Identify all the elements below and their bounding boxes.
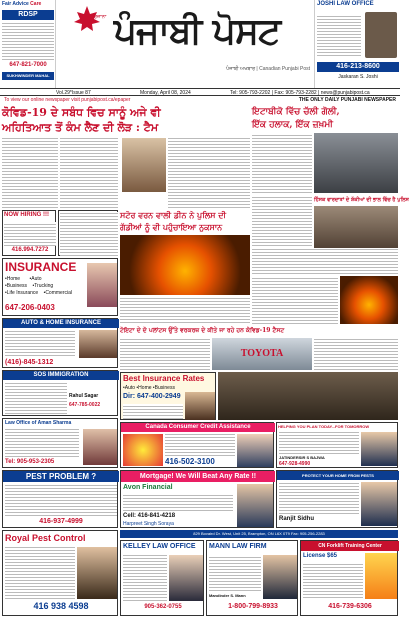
main-story-column-1: [2, 138, 58, 208]
best-rates-details: [123, 404, 183, 419]
mann-phone: 1-800-799-8933: [228, 603, 278, 610]
fire-story-text: [120, 297, 250, 323]
consumer-credit-badge: [123, 434, 163, 466]
cn-title: CN Forklift Training Center: [301, 541, 399, 551]
sos-name: Rahul Sagar: [69, 393, 99, 399]
helping-name: JATINDERSIR S BAJWA: [279, 455, 325, 460]
right-story-column: [252, 133, 312, 193]
cn-forklift-ad[interactable]: [300, 540, 398, 616]
toyota-side-text: [314, 338, 398, 370]
joshi-phone: 416-213-8600: [317, 62, 399, 72]
fire-photo: [120, 235, 250, 295]
now-hiring-details: [4, 222, 56, 246]
helping-title: HELPING YOU PLAN TODAY...FOR TOMORROW: [278, 424, 370, 429]
address-strip: 829 Bovaird Dr. West, Unit 25, Brampton, ON L6X 0T9 Fax: 905-256-2283: [120, 530, 398, 538]
consumer-credit-phone: 416-502-3100: [165, 457, 215, 466]
protect-title: PROTECT YOUR HOME FROM PESTS: [277, 471, 399, 480]
best-rates-phone: Dir: 647-400-2949: [123, 393, 181, 400]
insurance-item: •Life Insurance: [5, 290, 39, 296]
auto-home-title: AUTO & HOME INSURANCE: [3, 319, 119, 328]
protect-details: [279, 482, 359, 514]
helping-phone: 647-928-4990: [279, 461, 311, 467]
insurance-items-row3: [5, 290, 85, 296]
fair-advice-phone: 647-821-7000: [9, 62, 47, 68]
protect-home-ad[interactable]: [276, 470, 398, 528]
insurance-items-row2: [5, 283, 85, 289]
right-ad-joshi-law[interactable]: [314, 0, 400, 88]
insurance-item: •Business: [5, 283, 28, 289]
hiring-side-text: [60, 212, 118, 256]
joshi-name: Jaskaran S. Joshi: [338, 74, 378, 80]
royal-agent-photo: [77, 547, 117, 599]
rdsp-title: RDSP: [2, 10, 54, 20]
lawyer-photo: [365, 12, 397, 58]
law-office-title: Law Office of Aman Sharma: [5, 420, 72, 426]
law-office-services: [5, 429, 79, 457]
toyota-photo: [212, 338, 312, 370]
now-hiring-ad[interactable]: [2, 210, 56, 256]
best-rates-ad[interactable]: [120, 372, 216, 420]
issue-date: Monday, April 08, 2024: [140, 90, 191, 96]
joshi-firm: JOSHI LAW OFFICE: [317, 1, 374, 7]
side-story-text: [252, 248, 398, 274]
sos-immigration-ad[interactable]: [2, 370, 118, 416]
auto-home-details: [5, 330, 75, 356]
toyota-headline[interactable]: ਟੋਇਟਾ ਦੇ ਦੋ ਪਲਾਂਟਸ ਉੱਤੇ ਵਰਕਰਜ਼ ਦੇ ਕੀਤੇ ਜਾ ਰਹੇ ਹਨ ਕੋਵਿਡ-19 ਟੈਸਟ: [120, 327, 285, 334]
insurance-title: INSURANCE: [5, 260, 77, 274]
consumer-credit-ad[interactable]: [120, 422, 274, 468]
consumer-credit-photo: [237, 434, 273, 467]
insurance-item: •Auto: [29, 276, 42, 282]
law-office-phone: Tel: 905-953-2305: [5, 459, 55, 465]
pest-phone: 416-937-4999: [39, 518, 83, 525]
right-headline-line2[interactable]: ਇੱਕ ਹਲਾਕ, ਇੱਕ ਜ਼ਖ਼ਮੀ: [252, 120, 333, 130]
kelley-law-ad[interactable]: [120, 540, 204, 616]
title-prefix: ਰੋਜ਼ਾਨਾ: [94, 14, 107, 20]
slogan-text: THE ONLY DAILY PUNJABI NEWSPAPER: [298, 97, 396, 103]
main-headline-line1[interactable]: ਕੋਵਿਡ-19 ਦੇ ਸਬੰਧ ਵਿਚ ਸਾਨੂੰ ਅਜੇ ਵੀ: [2, 106, 161, 119]
insurance-item: •Home: [5, 276, 21, 282]
financial-planning-ad[interactable]: [276, 422, 398, 468]
helping-details: [279, 432, 359, 454]
kelley-title: KELLEY LAW OFFICE: [123, 543, 196, 550]
main-headline-line2[interactable]: ਅਹਿਤਿਆਤ ਤੋਂ ਕੰਮ ਲੈਣ ਦੀ ਲੋੜ : ਟੈਮ: [2, 121, 159, 134]
fair-advice-brand2: Care: [30, 1, 42, 7]
law-office-ad[interactable]: [2, 418, 118, 468]
mann-law-firm-ad[interactable]: [206, 540, 298, 616]
best-rates-agent-photo: [185, 392, 215, 420]
toyota-brand: TOYOTA: [240, 348, 284, 359]
newspaper-subtitle: ਪੰਜਾਬੀ ਅਖਬਾਰ | Canadian Punjabi Post: [225, 66, 310, 72]
avon-logo: Avon Financial: [123, 484, 173, 491]
royal-details: [5, 547, 75, 599]
mortgage-details: [123, 495, 233, 511]
consumer-credit-details: [165, 434, 235, 456]
insurance-phone: 647-206-0403: [5, 303, 55, 312]
rdsp-details: [2, 22, 54, 60]
royal-phone: 416 938 4598: [33, 601, 89, 611]
now-hiring-title: NOW HIRING !!!: [4, 212, 49, 218]
mann-name: Mandinder S. Mann: [209, 593, 246, 598]
insurance-agent-photo: [87, 263, 117, 307]
kelley-details: [123, 555, 167, 601]
auto-home-insurance-ad[interactable]: [2, 318, 118, 368]
masthead: [0, 0, 400, 88]
cn-phone: 416-739-6306: [328, 603, 372, 610]
mann-details: [209, 555, 261, 591]
newspaper-title: ਪੰਜਾਬੀ ਪੋਸਟ: [113, 10, 281, 52]
main-story-column-2: [60, 138, 118, 208]
consumer-credit-title: Canada Consumer Credit Assistance: [121, 423, 275, 432]
sos-title: SOS IMMIGRATION: [3, 371, 119, 380]
mann-photo: [263, 555, 297, 599]
side-story-headline[interactable]: ਹਿੰਸਕ ਵਾਰਦਾਤਾਂ ਦੇ ਸ਼ੱਕੀਆਂ ਦੀ ਭਾਲ ਵਿੱਚ ਹੈ ਪੁਲਿਸ: [314, 197, 409, 203]
tam-photo: [122, 138, 166, 192]
mortgage-title: Mortgage! We Will Beat Any Rate !!: [121, 471, 275, 482]
hiring-side-ad[interactable]: [58, 210, 118, 256]
mortgage-ad[interactable]: [120, 470, 274, 528]
pest-title: PEST PROBLEM ?: [3, 471, 119, 482]
mortgage-phone: Cell: 416-841-4218: [123, 513, 176, 519]
now-hiring-phone: 416.994.7272: [11, 247, 49, 253]
mortgage-agent-name: Harpreet Singh Soraya: [123, 521, 174, 527]
slogan-bar: [0, 96, 400, 104]
best-rates-sub: •Auto •Home •Business: [123, 385, 175, 391]
side-story-photo: [314, 206, 398, 252]
insurance-item: •Trucking: [32, 283, 54, 289]
sos-phone: 647-785-0022: [69, 402, 101, 408]
insurance-ad[interactable]: [2, 258, 118, 316]
fire-side-photo: [340, 276, 398, 324]
issue-volume: Vol.29*Issue 87: [56, 90, 91, 96]
fire-headline-line2[interactable]: ਗੱਡੀਆਂ ਨੂੰ ਵੀ ਪਹੁੰਚਾਇਆ ਨੁਕਸਾਨ: [120, 222, 223, 232]
auto-home-agent-photo: [79, 330, 117, 358]
toyota-story-text: [120, 338, 210, 370]
cn-license: License $65: [303, 553, 338, 559]
insurance-item: •Commercial: [43, 290, 72, 296]
law-office-photo: [83, 429, 117, 465]
website-note: To view our online newspaper visit punjabipost.ca/epaper: [4, 97, 131, 103]
fire-headline-line1[interactable]: ਸਟੋਰ ਵਰਨ ਵਾਲੀ ਡੀਨ ਨੇ ਪੁਲਿਸ ਦੀ: [120, 210, 226, 220]
fair-advice-agent: SUKHWINDER MAHAL: [2, 72, 54, 80]
kelley-photo: [169, 555, 203, 601]
royal-pest-control-ad[interactable]: [2, 530, 118, 616]
insurance-items-row1: [5, 276, 85, 282]
helping-agent-photo: [361, 432, 397, 466]
fire-side-text: [252, 276, 338, 324]
shooting-scene-photo: [314, 133, 398, 193]
joshi-services: [317, 14, 361, 56]
pest-problem-ad[interactable]: [2, 470, 118, 528]
kelley-phone: 905-362-0755: [144, 604, 182, 610]
bottom-news-photo: [218, 372, 398, 420]
pest-details: [5, 484, 117, 516]
contact-info: Tel: 905-793-2202 | Fax: 905-793-2282 | news@punjabipost.ca: [230, 90, 370, 96]
mortgage-agent-photo: [237, 484, 273, 527]
protect-agent-name: Ranjit Sidhu: [279, 516, 314, 522]
mann-title: MANN LAW FIRM: [209, 543, 267, 550]
right-headline-line1[interactable]: ਇਟਾਬੀਕੋ ਵਿੱਚ ਚੱਲੀ ਗੋਲੀ,: [252, 107, 340, 117]
protect-agent-photo: [361, 482, 397, 526]
date-bar: [0, 88, 400, 96]
royal-title: Royal Pest Control: [5, 533, 86, 543]
best-rates-title: Best Insurance Rates: [123, 374, 205, 383]
side-story-column: [252, 196, 312, 246]
left-ad-fair-advice[interactable]: [0, 0, 56, 88]
auto-home-phone: (416)-845-1312: [5, 359, 54, 366]
cn-details: [303, 564, 363, 598]
main-story-column-3: [168, 138, 250, 208]
fair-advice-brand: Fair Advice: [2, 1, 29, 7]
sos-details: [5, 382, 67, 414]
forklift-image: [365, 553, 397, 599]
